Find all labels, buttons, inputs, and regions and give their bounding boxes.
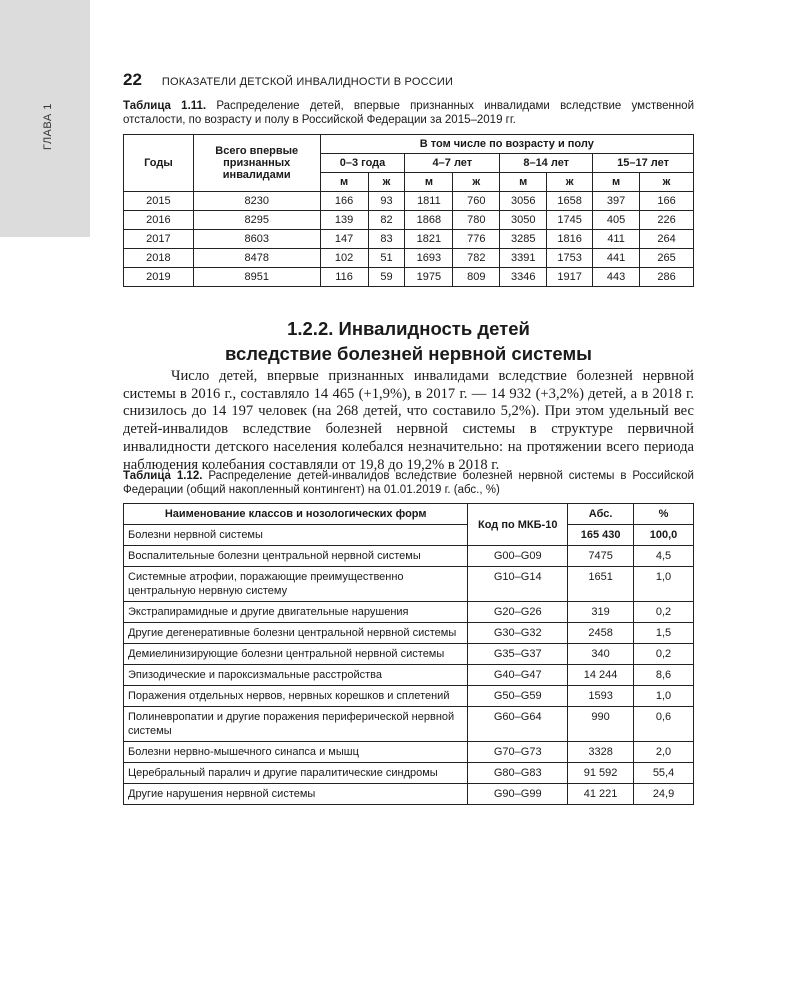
body-paragraph: Число детей, впервые признанных инвалидами вследствие болезней нервной системы в 2016 г., составляло 14 465 (+1,9%), в 2017 г. — 14 932 (+3,2%) детей, а в 2018 г. снизилось до 14 197 человек (на 268 детей, что составило 5,2%). При этом удельный вес детей-инвалидов вследствие болезней нервной системы в структуре первичной инвалидности детского населения колебался незначительно: на протяжении всего периода наблюдения колебания составляли от 19,8 до 19,2% в 2018 г. bbox=[123, 368, 694, 473]
table-row bbox=[124, 546, 694, 567]
chapter-label: ГЛАВА 1 bbox=[42, 103, 54, 150]
cell-abs: 14 244 bbox=[568, 665, 634, 686]
cell-pct: 2,0 bbox=[634, 742, 694, 763]
sex-female-header: ж bbox=[547, 173, 593, 192]
table-row bbox=[124, 623, 694, 644]
table-cell: 1816 bbox=[547, 230, 593, 249]
table-row bbox=[124, 249, 694, 268]
chapter-side-tab bbox=[0, 0, 90, 237]
table-row bbox=[124, 742, 694, 763]
table-cell: 780 bbox=[453, 211, 500, 230]
table-cell: 1693 bbox=[405, 249, 453, 268]
table-cell: 93 bbox=[368, 192, 405, 211]
sex-female-header: ж bbox=[640, 173, 694, 192]
table-cell: 8603 bbox=[193, 230, 320, 249]
cell-name: Болезни нервно-мышечного синапса и мышц bbox=[124, 742, 468, 763]
cell-pct: 0,6 bbox=[634, 707, 694, 742]
table-cell: 51 bbox=[368, 249, 405, 268]
table-row bbox=[124, 784, 694, 805]
table-cell: 1975 bbox=[405, 268, 453, 287]
table1-caption-text: Распределение детей, впервые признанных инвалидами вследствие умственной отсталости, по возрасту и полу в Российской Федерации за 2015–2019 гг. bbox=[123, 100, 694, 126]
table-cell: 264 bbox=[640, 230, 694, 249]
table-cell: 760 bbox=[453, 192, 500, 211]
section-title bbox=[123, 316, 694, 366]
cell-pct: 1,5 bbox=[634, 623, 694, 644]
table-cell: 1868 bbox=[405, 211, 453, 230]
cell-abs: 340 bbox=[568, 644, 634, 665]
table-cell: 102 bbox=[320, 249, 368, 268]
age-group-header: 8–14 лет bbox=[500, 154, 593, 173]
table-cell: 776 bbox=[453, 230, 500, 249]
cell-name: Другие дегенеративные болезни центральной нервной системы bbox=[124, 623, 468, 644]
table-cell: 809 bbox=[453, 268, 500, 287]
section-title-line2: вследствие болезней нервной системы bbox=[225, 343, 592, 364]
table-cell: 3391 bbox=[500, 249, 547, 268]
table-cell: 2017 bbox=[124, 230, 194, 249]
cell-abs: 319 bbox=[568, 602, 634, 623]
table-cell: 8230 bbox=[193, 192, 320, 211]
table-row bbox=[124, 192, 694, 211]
cell-pct: 55,4 bbox=[634, 763, 694, 784]
section-title-line1: 1.2.2. Инвалидность детей bbox=[287, 318, 530, 339]
cell-abs: 1651 bbox=[568, 567, 634, 602]
col-name-header: Наименование классов и нозологических форм bbox=[124, 504, 468, 525]
table1-caption bbox=[123, 99, 694, 127]
table-cell: 166 bbox=[640, 192, 694, 211]
page-header bbox=[123, 70, 453, 90]
table-cell: 411 bbox=[593, 230, 640, 249]
cell-code: G40–G47 bbox=[468, 665, 568, 686]
cell-code: G60–G64 bbox=[468, 707, 568, 742]
cell-name: Демиелинизирующие болезни центральной нервной системы bbox=[124, 644, 468, 665]
table-cell: 2016 bbox=[124, 211, 194, 230]
table-cell: 8478 bbox=[193, 249, 320, 268]
table-cell: 1658 bbox=[547, 192, 593, 211]
table-cell: 441 bbox=[593, 249, 640, 268]
table-row bbox=[124, 707, 694, 742]
page-number: 22 bbox=[123, 70, 142, 89]
col-total-header: Всего впервые признанных инвалидами bbox=[193, 135, 320, 192]
cell-code: G80–G83 bbox=[468, 763, 568, 784]
table-cell: 782 bbox=[453, 249, 500, 268]
col-pct-header: % bbox=[634, 504, 694, 525]
table-1-12 bbox=[123, 503, 694, 805]
table2-caption bbox=[123, 469, 694, 497]
cell-pct: 0,2 bbox=[634, 644, 694, 665]
table-cell: 2015 bbox=[124, 192, 194, 211]
sex-female-header: ж bbox=[368, 173, 405, 192]
cell-abs: 2458 bbox=[568, 623, 634, 644]
age-group-header: 0–3 года bbox=[320, 154, 405, 173]
table1-label: Таблица 1.11. bbox=[123, 100, 207, 112]
table-cell: 8951 bbox=[193, 268, 320, 287]
table-cell: 139 bbox=[320, 211, 368, 230]
table-cell: 59 bbox=[368, 268, 405, 287]
table-cell: 3050 bbox=[500, 211, 547, 230]
cell-code: G00–G09 bbox=[468, 546, 568, 567]
cell-code: G70–G73 bbox=[468, 742, 568, 763]
table-row bbox=[124, 686, 694, 707]
cell-pct: 4,5 bbox=[634, 546, 694, 567]
cell-pct: 1,0 bbox=[634, 686, 694, 707]
table-cell: 265 bbox=[640, 249, 694, 268]
sex-male-header: м bbox=[320, 173, 368, 192]
col-abs-header: Абс. bbox=[568, 504, 634, 525]
table-cell: 443 bbox=[593, 268, 640, 287]
cell-abs: 91 592 bbox=[568, 763, 634, 784]
cell-name: Воспалительные болезни центральной нервной системы bbox=[124, 546, 468, 567]
cell-code: G20–G26 bbox=[468, 602, 568, 623]
age-group-header: 4–7 лет bbox=[405, 154, 500, 173]
age-group-header: 15–17 лет bbox=[593, 154, 694, 173]
sex-male-header: м bbox=[405, 173, 453, 192]
table-row bbox=[124, 268, 694, 287]
cell-abs: 990 bbox=[568, 707, 634, 742]
table2-label: Таблица 1.12. bbox=[123, 470, 203, 482]
sex-male-header: м bbox=[500, 173, 547, 192]
cell-name: Другие нарушения нервной системы bbox=[124, 784, 468, 805]
table-cell: 1753 bbox=[547, 249, 593, 268]
sex-female-header: ж bbox=[453, 173, 500, 192]
cell-abs: 7475 bbox=[568, 546, 634, 567]
table-row bbox=[124, 567, 694, 602]
cell-code: G50–G59 bbox=[468, 686, 568, 707]
table-cell: 397 bbox=[593, 192, 640, 211]
table-cell: 82 bbox=[368, 211, 405, 230]
running-title: ПОКАЗАТЕЛИ ДЕТСКОЙ ИНВАЛИДНОСТИ В РОССИИ bbox=[161, 76, 454, 88]
total-row-abs: 165 430 bbox=[568, 525, 634, 546]
table-row bbox=[124, 644, 694, 665]
table-cell: 166 bbox=[320, 192, 368, 211]
table-row bbox=[124, 230, 694, 249]
table-row bbox=[124, 602, 694, 623]
table-row bbox=[124, 665, 694, 686]
table-cell: 147 bbox=[320, 230, 368, 249]
table2-caption-text: Распределение детей-инвалидов вследствие болезней нервной системы в Российской Федерации (общий накопленный контингент) на 01.01.2019 г. (абс., %) bbox=[123, 470, 694, 496]
cell-pct: 24,9 bbox=[634, 784, 694, 805]
cell-pct: 1,0 bbox=[634, 567, 694, 602]
cell-pct: 8,6 bbox=[634, 665, 694, 686]
table-cell: 8295 bbox=[193, 211, 320, 230]
total-row-pct: 100,0 bbox=[634, 525, 694, 546]
table-cell: 3056 bbox=[500, 192, 547, 211]
table-cell: 1917 bbox=[547, 268, 593, 287]
sex-male-header: м bbox=[593, 173, 640, 192]
cell-pct: 0,2 bbox=[634, 602, 694, 623]
cell-name: Поражения отдельных нервов, нервных корешков и сплетений bbox=[124, 686, 468, 707]
cell-name: Системные атрофии, поражающие преимущественно центральную нервную систему bbox=[124, 567, 468, 602]
cell-code: G35–G37 bbox=[468, 644, 568, 665]
table-row bbox=[124, 763, 694, 784]
table-cell: 226 bbox=[640, 211, 694, 230]
table-cell: 1745 bbox=[547, 211, 593, 230]
table-cell: 1821 bbox=[405, 230, 453, 249]
total-row-name: Болезни нервной системы bbox=[124, 525, 468, 546]
table-cell: 2019 bbox=[124, 268, 194, 287]
table-cell: 3285 bbox=[500, 230, 547, 249]
table-cell: 2018 bbox=[124, 249, 194, 268]
cell-name: Экстрапирамидные и другие двигательные нарушения bbox=[124, 602, 468, 623]
table-cell: 405 bbox=[593, 211, 640, 230]
table-cell: 286 bbox=[640, 268, 694, 287]
cell-code: G30–G32 bbox=[468, 623, 568, 644]
table-row bbox=[124, 211, 694, 230]
cell-abs: 3328 bbox=[568, 742, 634, 763]
col-code-header: Код по МКБ-10 bbox=[468, 504, 568, 546]
table-cell: 116 bbox=[320, 268, 368, 287]
col-group-header: В том числе по возрасту и полу bbox=[320, 135, 693, 154]
cell-abs: 41 221 bbox=[568, 784, 634, 805]
table-1-11 bbox=[123, 134, 694, 287]
cell-code: G90–G99 bbox=[468, 784, 568, 805]
cell-code: G10–G14 bbox=[468, 567, 568, 602]
table-cell: 83 bbox=[368, 230, 405, 249]
col-year-header: Годы bbox=[124, 135, 194, 192]
cell-name: Эпизодические и пароксизмальные расстройства bbox=[124, 665, 468, 686]
table-cell: 3346 bbox=[500, 268, 547, 287]
cell-name: Церебральный паралич и другие паралитические синдромы bbox=[124, 763, 468, 784]
table-cell: 1811 bbox=[405, 192, 453, 211]
cell-abs: 1593 bbox=[568, 686, 634, 707]
cell-name: Полиневропатии и другие поражения периферической нервной системы bbox=[124, 707, 468, 742]
